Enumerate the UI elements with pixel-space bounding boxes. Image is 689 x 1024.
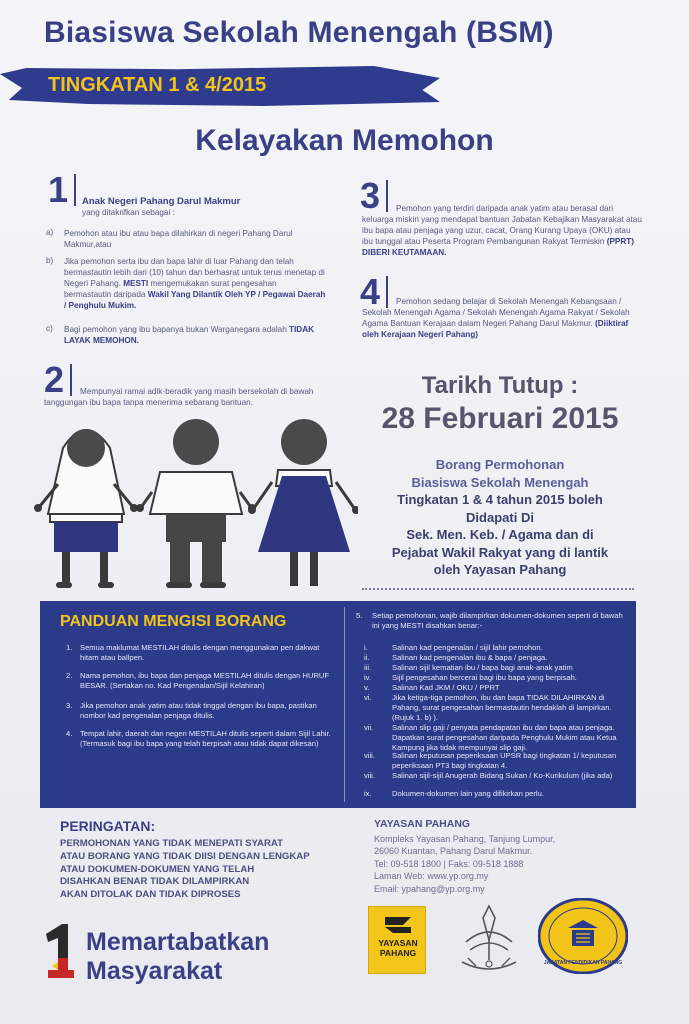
- criterion-1c-text: [64, 324, 336, 346]
- closing-date: 28 Februari 2015: [381, 402, 619, 435]
- guide-item-5-number: 5.: [356, 611, 363, 620]
- section-title: Kelayakan Memohon: [195, 124, 494, 157]
- contact-address-2: 26060 Kuantan, Pahang Darul Makmur.: [374, 846, 533, 857]
- guide-item: Tempat lahir, daerah dan negeri MESTILAH ditulis seperti dalam Sijil Lahir. (Termasuk bagi ibu bapa yang telah berpisah atau tidak dapat dikesan): [80, 729, 331, 748]
- doc-item: Dokumen-dokumen lain yang difikirkan perlu.: [392, 789, 544, 798]
- availability-line-4: Didapati Di: [466, 509, 534, 525]
- warning-line: DISAHKAN BENAR TIDAK DILAMPIRKAN: [60, 876, 250, 888]
- warning-title: PERINGATAN:: [60, 818, 156, 834]
- doc-number: iv.: [364, 673, 372, 682]
- criterion-1-subtitle: yang ditakrifkan sebagai :: [82, 208, 175, 217]
- motto-line-2: Masyarakat: [86, 957, 223, 985]
- criterion-4-number: 4: [360, 271, 381, 312]
- number-one-logo-icon: [40, 922, 78, 980]
- doc-item: Salinan sijil-sijil Anugerah Bidang Sukan / Ko-Kurikulum (jika ada): [392, 771, 613, 780]
- contact-org: YAYASAN PAHANG: [374, 818, 471, 830]
- motto-line-1: Memartabatkan: [86, 928, 270, 956]
- availability-line-7: oleh Yayasan Pahang: [433, 562, 567, 577]
- criterion-1b-label: b): [46, 256, 54, 265]
- doc-number: ii.: [364, 653, 370, 662]
- guide-title: PANDUAN MENGISI BORANG: [60, 613, 287, 630]
- contact-phone: Tel: 09-518 1800 | Faks: 09-518 1888: [374, 858, 524, 869]
- warning-line: ATAU DOKUMEN-DOKUMEN YANG TELAH: [60, 863, 255, 875]
- yp-mark-icon: [383, 913, 413, 937]
- guide-item: Nama pemohon, ibu bapa dan penjaga MESTILAH ditulis dengan HURUF BESAR. (Sertakan no. Kad Pengenalan/Sijil Kelahiran): [80, 671, 330, 690]
- contact-address-1: Kompleks Yayasan Pahang, Tanjung Lumpur,: [374, 834, 556, 844]
- criterion-4-body: Pemohon sedang belajar di Sekolah Menengah Kebangsaan / Sekolah Menengah Agama / Sekolah Menengah Agama Rakyat / Sekolah Agama Bantuan Kerajaan dalam Negeri Pahang Darul Makmur.: [362, 297, 630, 328]
- doc-item: Sijil pengesahan bercerai bagi ibu bapa yang berpisah.: [392, 673, 577, 682]
- criterion-1c-body: Bagi pemohon yang ibu bapanya bukan Warganegara adalah: [64, 325, 287, 334]
- warning-line: AKAN DITOLAK DAN TIDAK DIPROSES: [60, 889, 241, 901]
- education-department-seal-icon: [538, 898, 628, 974]
- boy-icon: [136, 419, 256, 588]
- doc-number: vii.: [364, 723, 374, 732]
- criterion-2-text: Mempunyai ramai adik-beradik yang masih bersekolah di bawah tanggungan ibu bapa tanpa menerima sebarang bantuan.: [44, 387, 314, 407]
- criterion-1b-rest: mengemukakan surat pengesahan bermastautin daripada: [64, 279, 277, 299]
- doc-item: Salinan sijil kematian ibu / bapa bagi anak-anak yatim: [392, 663, 573, 672]
- warning-line: ATAU BORANG YANG TIDAK DIISI DENGAN LENGKAP: [60, 850, 310, 862]
- doc-item: Jika ketiga-tiga pemohon, ibu dan bapa TIDAK DILAHIRKAN di Pahang, surat pengesahan bermastautin hendaklah di lampirkan. (Rujuk 1. b) ).: [392, 693, 612, 722]
- doc-item: Salinan kad pengenalan ibu & bapa / penjaga.: [392, 653, 548, 662]
- criterion-3-number: 3: [360, 175, 381, 216]
- banner-subtitle: TINGKATAN 1 & 4/2015: [48, 74, 267, 96]
- availability-info: [352, 456, 648, 579]
- criterion-1b-body: Jika pemohon serta ibu dan bapa lahir di luar Pahang dan telah bermastautin lebih dari (10) tahun dan berhasrat untuk terus menetap di Negeri Pahang.: [64, 257, 325, 288]
- guide-item: Jika pemohon anak yatim atau tidak tinggal dengan ibu bapa, pastikan nombor kad pengenalan penjaga ditulis.: [80, 701, 317, 720]
- doc-number: vi.: [364, 693, 372, 702]
- pahang-crest-icon: [454, 902, 524, 978]
- criterion-4-text: [362, 296, 642, 340]
- guide-item-number: 2.: [66, 671, 73, 680]
- warning-line: PERMOHONAN YANG TIDAK MENEPATI SYARAT: [60, 838, 283, 849]
- doc-item: Salinan kad pengenalan / sijil lahir pemohon.: [392, 643, 543, 652]
- doc-number: iii.: [364, 663, 372, 672]
- criterion-1c-label: c): [46, 324, 53, 333]
- doc-number: ix.: [364, 789, 372, 798]
- children-illustration: [28, 414, 358, 594]
- criterion-3-text: [362, 203, 642, 258]
- guide-item-5: Setiap pemohonan, wajib dilampirkan dokumen-dokumen seperti di bawah ini yang MESTI disahkan benar:-: [372, 611, 623, 630]
- availability-line-5: Sek. Men. Keb. / Agama dan di: [406, 527, 594, 542]
- criterion-1a-label: a): [46, 228, 54, 237]
- seal-text: JABATAN PENDIDIKAN PAHANG: [543, 960, 623, 966]
- contact-email: Email: ypahang@yp.org.my: [374, 883, 485, 894]
- criterion-1b-text: [64, 256, 326, 311]
- doc-number: viii.: [364, 771, 375, 780]
- guide-item-number: 1.: [66, 643, 73, 652]
- yp-logo-line-2: PAHANG: [379, 947, 417, 958]
- guide-divider: [344, 607, 345, 802]
- page-title: Biasiswa Sekolah Menengah (BSM): [44, 16, 554, 49]
- criterion-4-bold: (Diiktiraf oleh Kerajaan Negeri Pahang): [362, 319, 629, 339]
- availability-line-2: Biasiswa Sekolah Menengah: [411, 474, 589, 490]
- contact-details: [374, 833, 555, 895]
- criterion-1b-must: MESTI: [123, 279, 149, 288]
- criterion-3-bold: (PPRT) DIBERI KEUTAMAAN.: [362, 237, 635, 257]
- guide-item-number: 4.: [66, 729, 73, 738]
- doc-item: Salinan Kad JKM / OKU / PPRT: [392, 683, 500, 692]
- criterion-3-body: Pemohon yang terdiri daripada anak yatim atau berasal dari keluarga miskin yang mendapat bantuan Jabatan Kebajikan Masyarakat atau ibu bapa atau penjaga yang uzur, cacat, Orang Kurang Upaya (OKU) atau ibu tunggal atau Peserta Program Pembangunan Rakyat Termiskin: [362, 204, 642, 246]
- doc-item: Salinan slip gaji / penyata pendapatan ibu dan bapa atau penjaga. Dapatkan surat pengesahan daripada Penghulu Mukim atau Ketua Kampung jika tidak mempunyai slip gaji.: [392, 723, 617, 752]
- guide-item: Semua maklumat MESTILAH ditulis dengan menggunakan pen dakwat hitam atau ballpen.: [80, 643, 320, 662]
- criterion-1-number: 1: [48, 169, 69, 210]
- girl-dress-icon: [248, 419, 358, 586]
- criterion-1c-bold: TIDAK LAYAK MEMOHON.: [64, 325, 315, 345]
- yayasan-pahang-logo: [368, 906, 426, 974]
- criterion-1b-bold: Wakil Yang Dilantik Oleh YP / Pegawai Daerah / Penghulu Mukim.: [64, 290, 326, 310]
- girl-hijab-icon: [34, 429, 138, 588]
- warning-text: [60, 838, 310, 902]
- doc-number: v.: [364, 683, 370, 692]
- availability-line-6: Pejabat Wakil Rakyat yang di lantik: [391, 544, 609, 560]
- doc-number: i.: [364, 643, 368, 652]
- criterion-1-heading: [82, 196, 342, 218]
- contact-website: Laman Web: www.yp.org.my: [374, 871, 489, 882]
- availability-line-1: Borang Permohonan: [435, 457, 565, 472]
- dotted-divider: [362, 588, 634, 590]
- yp-logo-line-1: YAYASAN: [378, 938, 418, 948]
- availability-line-3: Tingkatan 1 & 4 tahun 2015 boleh: [397, 492, 603, 507]
- motto: [86, 928, 269, 986]
- criterion-1a-text: Pemohon atau ibu atau bapa dilahirkan di negeri Pahang Darul Makmur,atau: [64, 229, 293, 249]
- criterion-1-title: Anak Negeri Pahang Darul Makmur: [82, 196, 241, 207]
- yp-logo-text: [369, 939, 427, 958]
- closing-date-label: Tarikh Tutup :: [421, 372, 579, 399]
- criterion-2-number: 2: [44, 359, 65, 400]
- guide-item-number: 3.: [66, 701, 73, 710]
- doc-item: Salinan keputusan peperiksaan UPSR bagi tingkatan 1/ keputusan peperiksaan PT3 bagi tingkatan 4.: [392, 751, 617, 770]
- doc-number: viii.: [364, 751, 375, 760]
- guide-panel: [40, 601, 636, 808]
